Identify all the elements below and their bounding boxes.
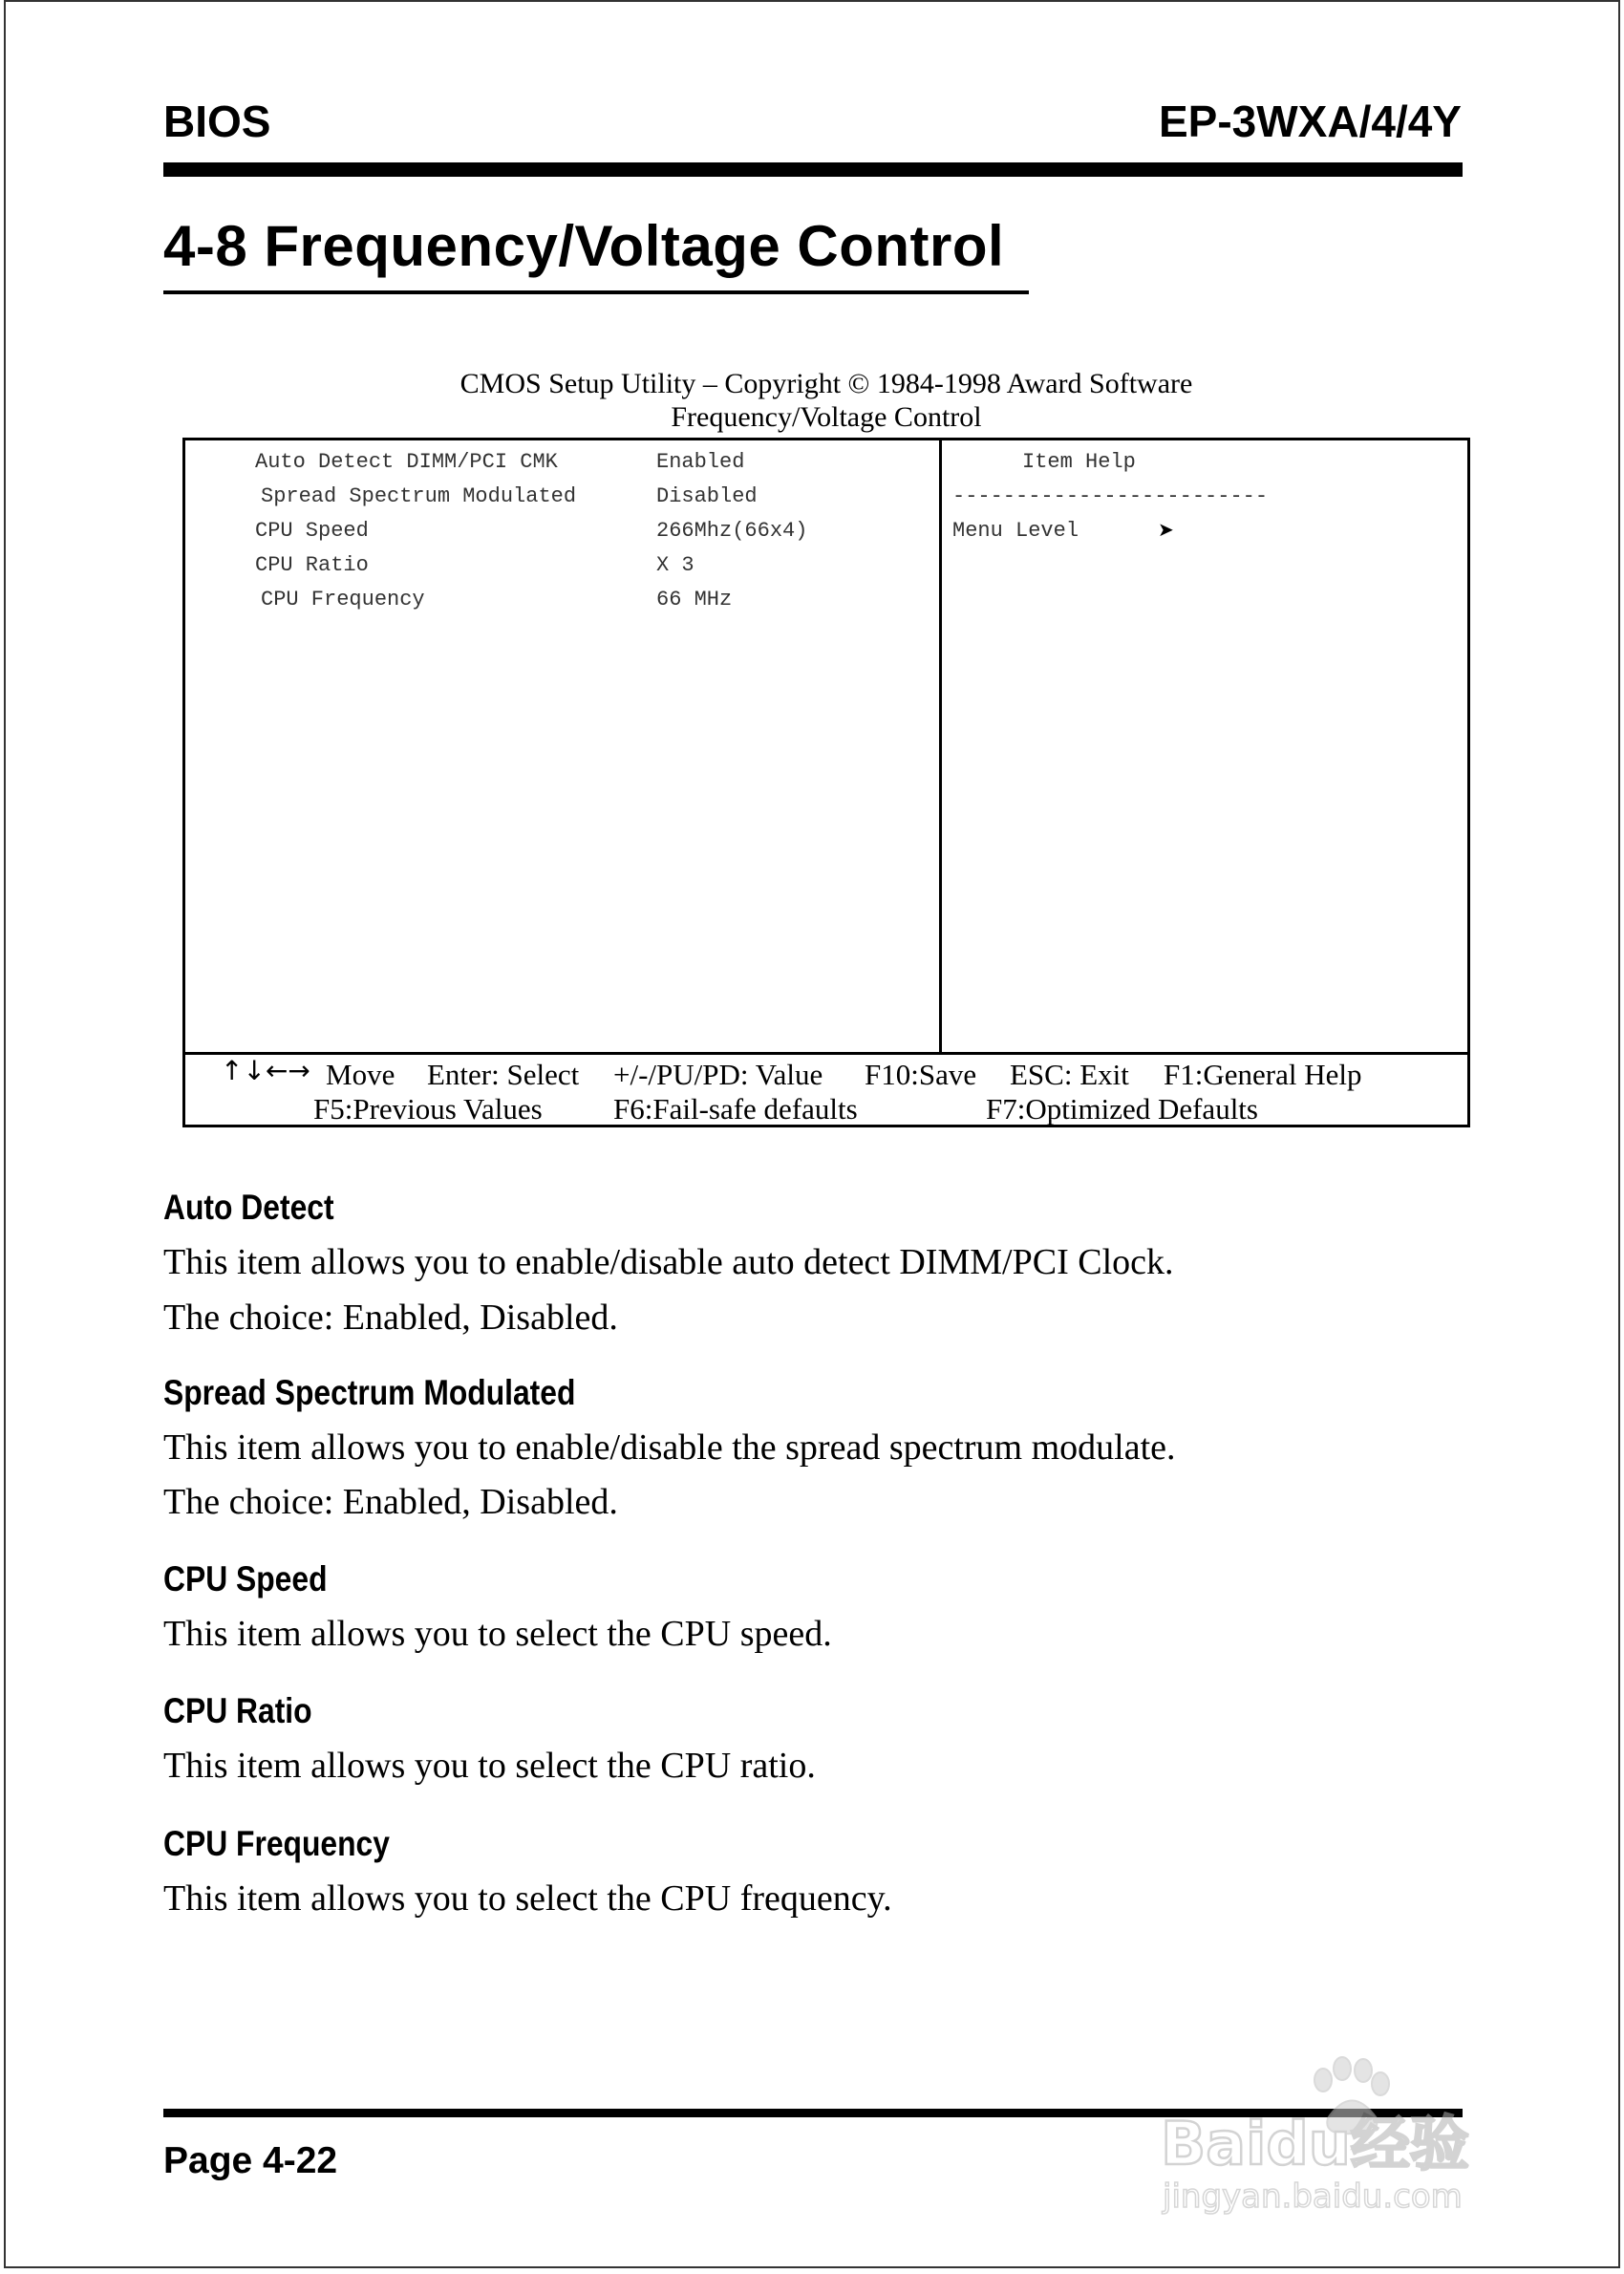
desc-heading-cpu-speed: CPU Speed bbox=[163, 1559, 328, 1598]
desc-text-cpu-speed: This item allows you to select the CPU speed. bbox=[163, 1614, 832, 1654]
header-right: EP-3WXA/4/4Y bbox=[1159, 97, 1462, 146]
footer-f6-failsafe: F6:Fail-safe defaults bbox=[613, 1092, 858, 1126]
menu-level-arrow-icon: ➤ bbox=[1158, 518, 1174, 541]
bios-caption-copyright: CMOS Setup Utility – Copyright © 1984-1998 Award Software bbox=[459, 368, 1193, 399]
footer-f7-optimized: F7:Optimized Defaults bbox=[986, 1092, 1258, 1126]
move-arrows-icon: ↑↓←→ bbox=[221, 1055, 310, 1086]
bios-item-cpu-frequency-value[interactable]: 66 MHz bbox=[656, 588, 733, 611]
footer-enter-select: Enter: Select bbox=[427, 1058, 580, 1091]
bios-vertical-divider bbox=[939, 440, 942, 1052]
desc-text-spread-spectrum-1: This item allows you to enable/disable the spread spectrum modulate. bbox=[163, 1427, 1176, 1468]
bios-horizontal-divider bbox=[185, 1052, 1467, 1055]
watermark-brand: Baidu经验 bbox=[1161, 2109, 1469, 2178]
bios-item-cpu-speed-value[interactable]: 266Mhz(66x4) bbox=[656, 519, 808, 543]
desc-text-cpu-ratio: This item allows you to select the CPU ratio. bbox=[163, 1746, 816, 1786]
footer-f10-save: F10:Save bbox=[865, 1058, 977, 1091]
item-help-separator: ------------------------- bbox=[952, 484, 1269, 508]
footer-move: Move bbox=[326, 1058, 395, 1091]
header-left: BIOS bbox=[163, 97, 271, 146]
desc-heading-spread-spectrum: Spread Spectrum Modulated bbox=[163, 1373, 576, 1412]
section-title: 4-8 Frequency/Voltage Control bbox=[163, 214, 1005, 278]
desc-text-auto-detect-1: This item allows you to enable/disable auto detect DIMM/PCI Clock. bbox=[163, 1242, 1174, 1282]
bios-item-cpu-ratio-label[interactable]: CPU Ratio bbox=[255, 553, 369, 577]
desc-heading-cpu-ratio: CPU Ratio bbox=[163, 1691, 312, 1730]
menu-level-label: Menu Level bbox=[952, 519, 1079, 543]
desc-text-spread-spectrum-2: The choice: Enabled, Disabled. bbox=[163, 1482, 618, 1522]
baidu-jingyan-watermark bbox=[1151, 2030, 1533, 2221]
item-help-title: Item Help bbox=[1022, 450, 1136, 474]
watermark-url: jingyan.baidu.com bbox=[1163, 2177, 1463, 2216]
desc-text-auto-detect-2: The choice: Enabled, Disabled. bbox=[163, 1298, 618, 1338]
bios-item-spread-spectrum-value[interactable]: Disabled bbox=[656, 484, 758, 508]
desc-heading-auto-detect: Auto Detect bbox=[163, 1188, 334, 1227]
bios-item-cpu-ratio-value[interactable]: X 3 bbox=[656, 553, 694, 577]
footer-f1-help: F1:General Help bbox=[1164, 1058, 1362, 1091]
page-border bbox=[4, 0, 1620, 2268]
bios-item-spread-spectrum-label[interactable]: Spread Spectrum Modulated bbox=[261, 484, 577, 508]
desc-heading-cpu-frequency: CPU Frequency bbox=[163, 1824, 390, 1863]
desc-text-cpu-frequency: This item allows you to select the CPU frequency. bbox=[163, 1878, 892, 1919]
section-title-underline bbox=[163, 290, 1029, 294]
bios-item-auto-detect-label[interactable]: Auto Detect DIMM/PCI CMK bbox=[255, 450, 558, 474]
bios-caption-title: Frequency/Voltage Control bbox=[671, 401, 982, 433]
header-rule bbox=[163, 162, 1463, 177]
page-number: Page 4-22 bbox=[163, 2140, 338, 2181]
footer-esc-exit: ESC: Exit bbox=[1010, 1058, 1129, 1091]
bios-screen bbox=[182, 438, 1470, 1127]
bios-item-cpu-frequency-label[interactable]: CPU Frequency bbox=[261, 588, 425, 611]
footer-value-keys: +/-/PU/PD: Value bbox=[613, 1058, 823, 1091]
footer-f5-previous: F5:Previous Values bbox=[313, 1092, 543, 1126]
bios-item-cpu-speed-label[interactable]: CPU Speed bbox=[255, 519, 369, 543]
bios-item-auto-detect-value[interactable]: Enabled bbox=[656, 450, 745, 474]
